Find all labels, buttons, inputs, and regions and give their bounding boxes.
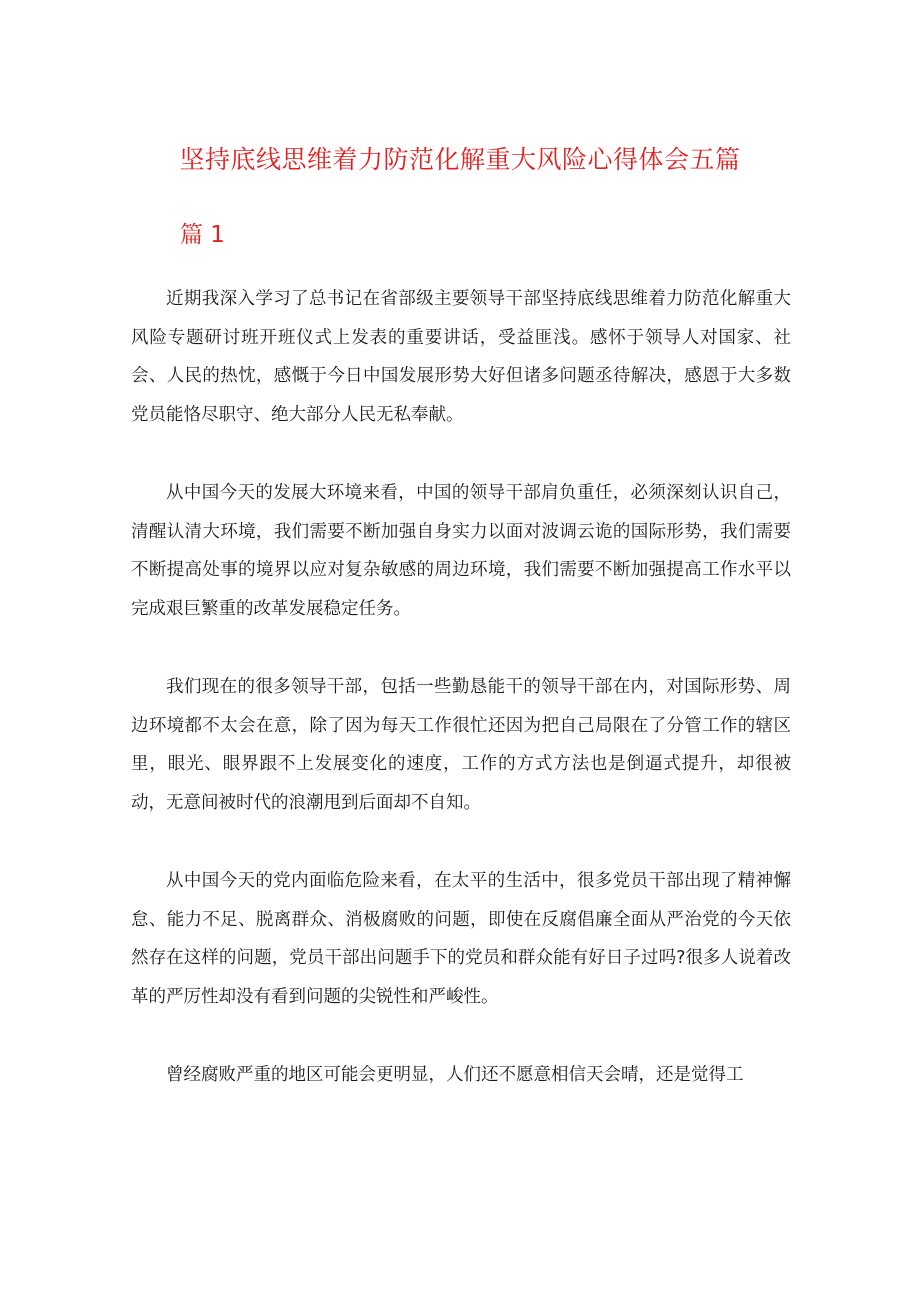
- document-title: 坚持底线思维着力防范化解重大风险心得体会五篇: [179, 145, 741, 174]
- paragraph-5: 曾经腐败严重的地区可能会更明显，人们还不愿意相信天会晴，还是觉得工: [166, 1065, 744, 1085]
- paragraph-2: 从中国今天的发展大环境来看，中国的领导干部肩负重任，必须深刻认识自己，清醒认清大环境，我们需要不断加强自身实力以面对波调云诡的国际形势，我们需要不断提高处事的境界以应对复杂敏感的周边环境，我们需要不断加强提高工作水平以完成艰巨繁重的改革发展稳定任务。: [131, 483, 791, 619]
- section-heading: 篇 1: [180, 222, 225, 248]
- paragraph-1: 近期我深入学习了总书记在省部级主要领导干部坚持底线思维着力防范化解重大风险专题研讨班开班仪式上发表的重要讲话，受益匪浅。感怀于领导人对国家、社会、人民的热忱，感慨于今日中国发展形势大好但诸多问题丞待解决，感恩于大多数党员能恪尽职守、绝大部分人民无私奉献。: [131, 289, 791, 425]
- document-body: [131, 280, 791, 1135]
- paragraph-3: 我们现在的很多领导干部，包括一些勤恳能干的领导干部在内，对国际形势、周边环境都不太会在意，除了因为每天工作很忙还因为把自己局限在了分管工作的辖区里，眼光、眼界跟不上发展变化的速度，工作的方式方法也是倒逼式提升，却很被动，无意间被时代的浪潮甩到后面却不自知。: [131, 677, 791, 813]
- paragraph-4: 从中国今天的党内面临危险来看，在太平的生活中，很多党员干部出现了精神懈怠、能力不足、脱离群众、消极腐败的问题，即使在反腐倡廉全面从严治党的今天依然存在这样的问题，党员干部出问题手下的党员和群众能有好日子过吗?很多人说着改革的严厉性却没有看到问题的尖锐性和严峻性。: [131, 871, 791, 1007]
